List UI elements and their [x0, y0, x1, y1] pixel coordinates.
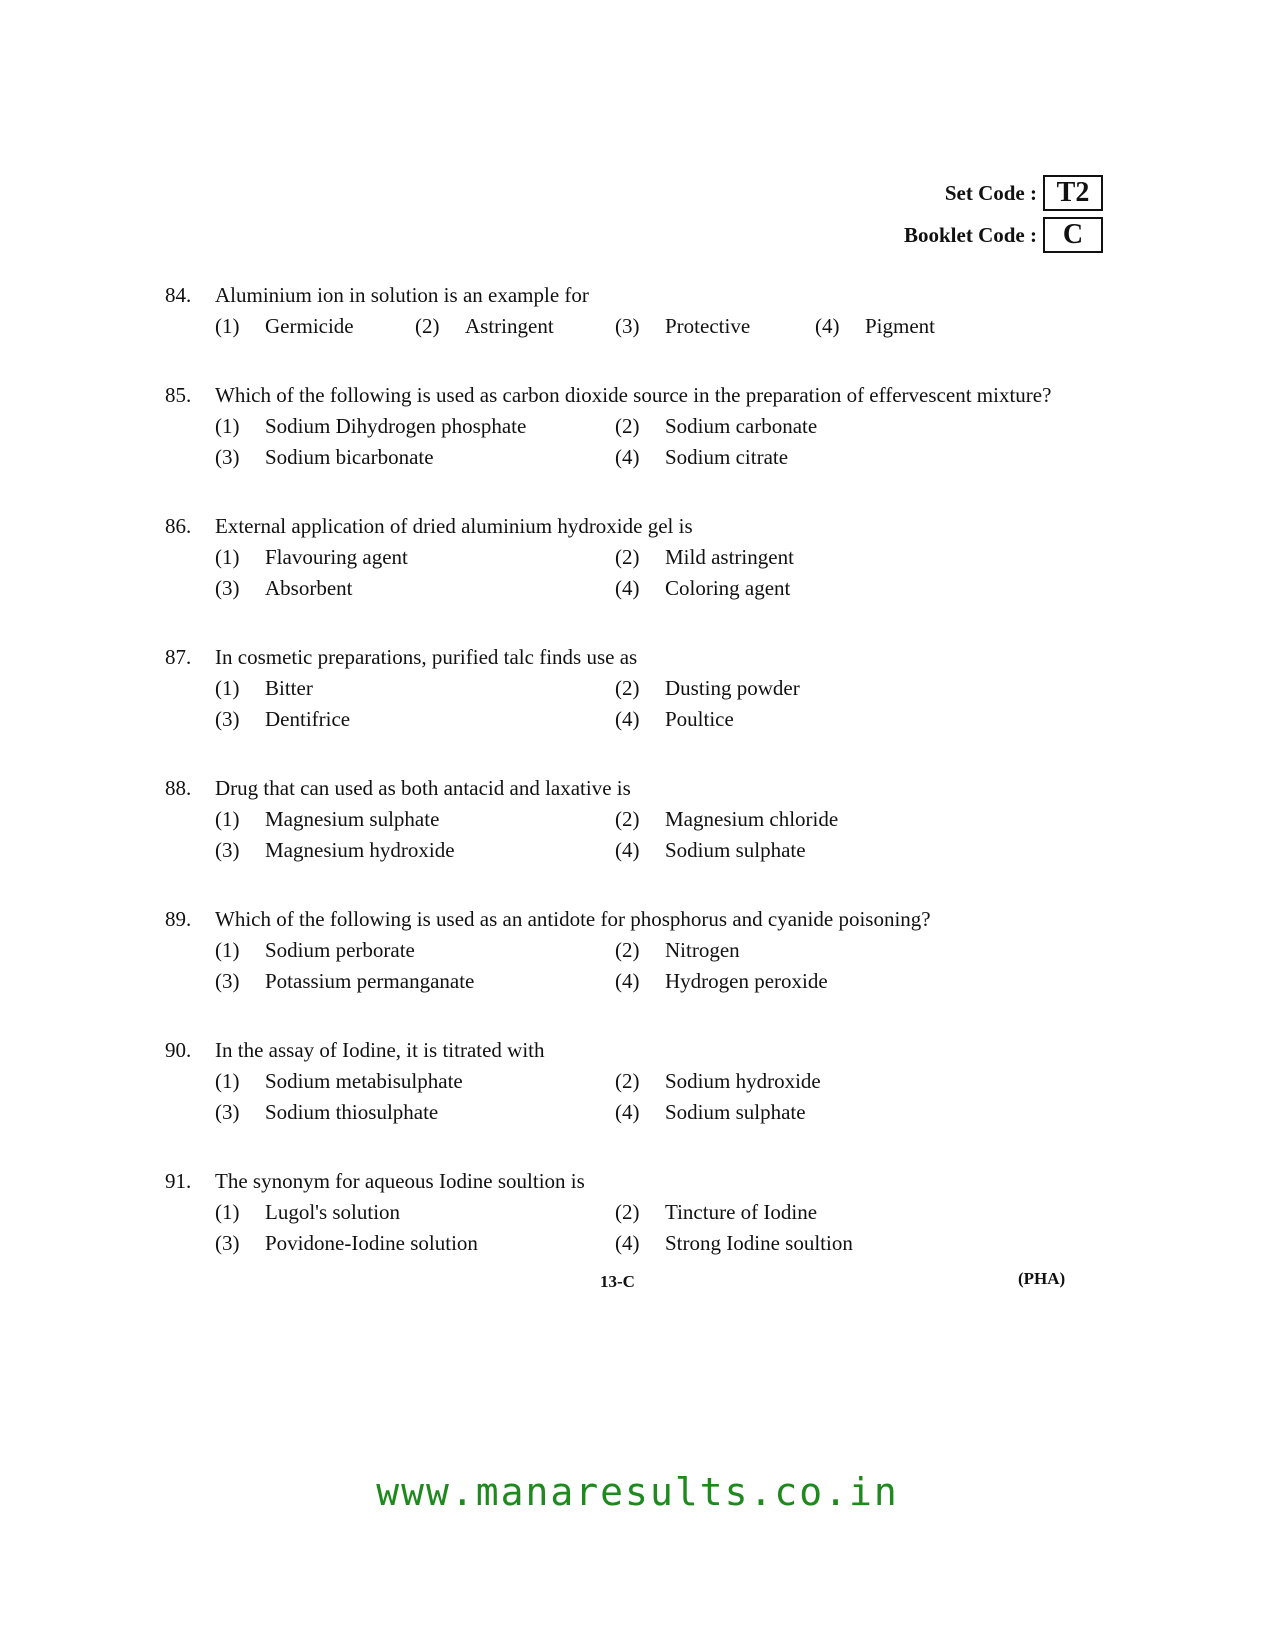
option-number: (3) — [215, 969, 240, 993]
question-90 — [165, 1035, 1115, 1128]
option — [615, 1197, 1015, 1228]
option-number: (4) — [615, 576, 640, 600]
option — [215, 804, 615, 835]
option — [215, 1197, 615, 1228]
question-text: In the assay of Iodine, it is titrated with — [215, 1038, 545, 1062]
question-87 — [165, 642, 1115, 735]
page-number: 13-C — [600, 1272, 635, 1291]
option-text: Sodium carbonate — [665, 414, 818, 438]
booklet-code-row — [904, 217, 1103, 253]
option-text: Germicide — [265, 314, 354, 338]
option-text: Sodium hydroxide — [665, 1069, 821, 1093]
option — [615, 542, 1015, 573]
option-number: (2) — [615, 807, 640, 831]
option-text: Sodium thiosulphate — [265, 1100, 439, 1124]
question-text: Drug that can used as both antacid and laxative is — [215, 776, 631, 800]
option — [215, 573, 615, 604]
option-number: (1) — [215, 414, 240, 438]
option — [615, 804, 1015, 835]
question-number: 85. — [165, 383, 192, 407]
question-text: In cosmetic preparations, purified talc finds use as — [215, 645, 638, 669]
option — [215, 1066, 615, 1097]
option-text: Magnesium hydroxide — [265, 838, 455, 862]
question-86 — [165, 511, 1115, 604]
option-text: Magnesium chloride — [665, 807, 839, 831]
option — [215, 935, 615, 966]
option-text: Bitter — [265, 676, 313, 700]
option-number: (1) — [215, 314, 240, 338]
option-text: Sodium sulphate — [665, 838, 806, 862]
option — [615, 835, 1015, 866]
set-code-label: Set Code : — [944, 180, 1037, 205]
option — [815, 311, 1015, 342]
question-88 — [165, 773, 1115, 866]
set-code-value: T2 — [1043, 175, 1103, 211]
question-text: Which of the following is used as carbon dioxide source in the preparation of effervescent mixture? — [215, 383, 1052, 407]
question-text: Which of the following is used as an antidote for phosphorus and cyanide poisoning? — [215, 907, 931, 931]
option-number: (3) — [215, 576, 240, 600]
option-text: Lugol's solution — [265, 1200, 401, 1224]
option — [215, 311, 415, 342]
option — [215, 1228, 615, 1259]
option-number: (1) — [215, 545, 240, 569]
option-number: (2) — [615, 545, 640, 569]
option-number: (2) — [615, 1069, 640, 1093]
question-84 — [165, 280, 1115, 342]
option — [215, 542, 615, 573]
question-91 — [165, 1166, 1115, 1259]
option — [615, 673, 1015, 704]
option-text: Protective — [665, 314, 751, 338]
set-code-row — [904, 175, 1103, 211]
option-number: (4) — [615, 1100, 640, 1124]
option — [215, 704, 615, 735]
question-number: 87. — [165, 645, 192, 669]
option-text: Sodium citrate — [665, 445, 789, 469]
option-number: (4) — [815, 314, 840, 338]
option-number: (3) — [615, 314, 640, 338]
option-number: (3) — [215, 1231, 240, 1255]
question-text: Aluminium ion in solution is an example for — [215, 283, 589, 307]
option — [615, 1066, 1015, 1097]
option-text: Dusting powder — [665, 676, 800, 700]
option — [415, 311, 615, 342]
option — [215, 411, 615, 442]
question-number: 91. — [165, 1169, 192, 1193]
option-number: (4) — [615, 969, 640, 993]
question-list — [165, 280, 1115, 1297]
option — [615, 966, 1015, 997]
option — [615, 1228, 1015, 1259]
option — [615, 935, 1015, 966]
option — [215, 673, 615, 704]
option-number: (4) — [615, 445, 640, 469]
option-number: (4) — [615, 838, 640, 862]
website-watermark[interactable]: www.manaresults.co.in — [376, 1470, 899, 1514]
booklet-code-value: C — [1043, 217, 1103, 253]
option-text: Absorbent — [265, 576, 353, 600]
option-number: (1) — [215, 1200, 240, 1224]
option-number: (1) — [215, 938, 240, 962]
question-number: 84. — [165, 283, 192, 307]
option-text: Hydrogen peroxide — [665, 969, 828, 993]
option-text: Potassium permanganate — [265, 969, 475, 993]
option — [615, 704, 1015, 735]
option — [615, 311, 815, 342]
option-text: Flavouring agent — [265, 545, 408, 569]
option-text: Sodium bicarbonate — [265, 445, 434, 469]
option-number: (2) — [415, 314, 440, 338]
option-text: Magnesium sulphate — [265, 807, 440, 831]
question-number: 90. — [165, 1038, 192, 1062]
option-text: Poultice — [665, 707, 734, 731]
option-number: (2) — [615, 676, 640, 700]
option-number: (2) — [615, 938, 640, 962]
option-text: Astringent — [465, 314, 554, 338]
option-text: Coloring agent — [665, 576, 791, 600]
option — [615, 1097, 1015, 1128]
option-text: Povidone-Iodine solution — [265, 1231, 478, 1255]
question-text: External application of dried aluminium hydroxide gel is — [215, 514, 693, 538]
option — [215, 835, 615, 866]
option-number: (4) — [615, 1231, 640, 1255]
question-number: 86. — [165, 514, 192, 538]
option — [215, 966, 615, 997]
option — [615, 573, 1015, 604]
subject-code: (PHA) — [1018, 1269, 1066, 1288]
option-number: (3) — [215, 707, 240, 731]
option-text: Pigment — [865, 314, 936, 338]
option-text: Sodium perborate — [265, 938, 415, 962]
option-number: (2) — [615, 414, 640, 438]
option — [615, 442, 1015, 473]
option-text: Tincture of Iodine — [665, 1200, 818, 1224]
option-number: (3) — [215, 1100, 240, 1124]
booklet-code-label: Booklet Code : — [904, 222, 1037, 247]
option-text: Mild astringent — [665, 545, 794, 569]
option-text: Strong Iodine soultion — [665, 1231, 853, 1255]
option — [215, 442, 615, 473]
option-number: (3) — [215, 445, 240, 469]
option-text: Sodium Dihydrogen phosphate — [265, 414, 527, 438]
question-89 — [165, 904, 1115, 997]
option-text: Nitrogen — [665, 938, 740, 962]
option-text: Dentifrice — [265, 707, 351, 731]
option-number: (3) — [215, 838, 240, 862]
option-number: (1) — [215, 676, 240, 700]
option-number: (4) — [615, 707, 640, 731]
option-text: Sodium sulphate — [665, 1100, 806, 1124]
option-number: (2) — [615, 1200, 640, 1224]
question-number: 89. — [165, 907, 192, 931]
option — [615, 411, 1015, 442]
question-text: The synonym for aqueous Iodine soultion is — [215, 1169, 585, 1193]
option-number: (1) — [215, 807, 240, 831]
option-number: (1) — [215, 1069, 240, 1093]
code-block — [904, 175, 1103, 259]
question-number: 88. — [165, 776, 192, 800]
question-85 — [165, 380, 1115, 473]
option — [215, 1097, 615, 1128]
option-text: Sodium metabisulphate — [265, 1069, 463, 1093]
